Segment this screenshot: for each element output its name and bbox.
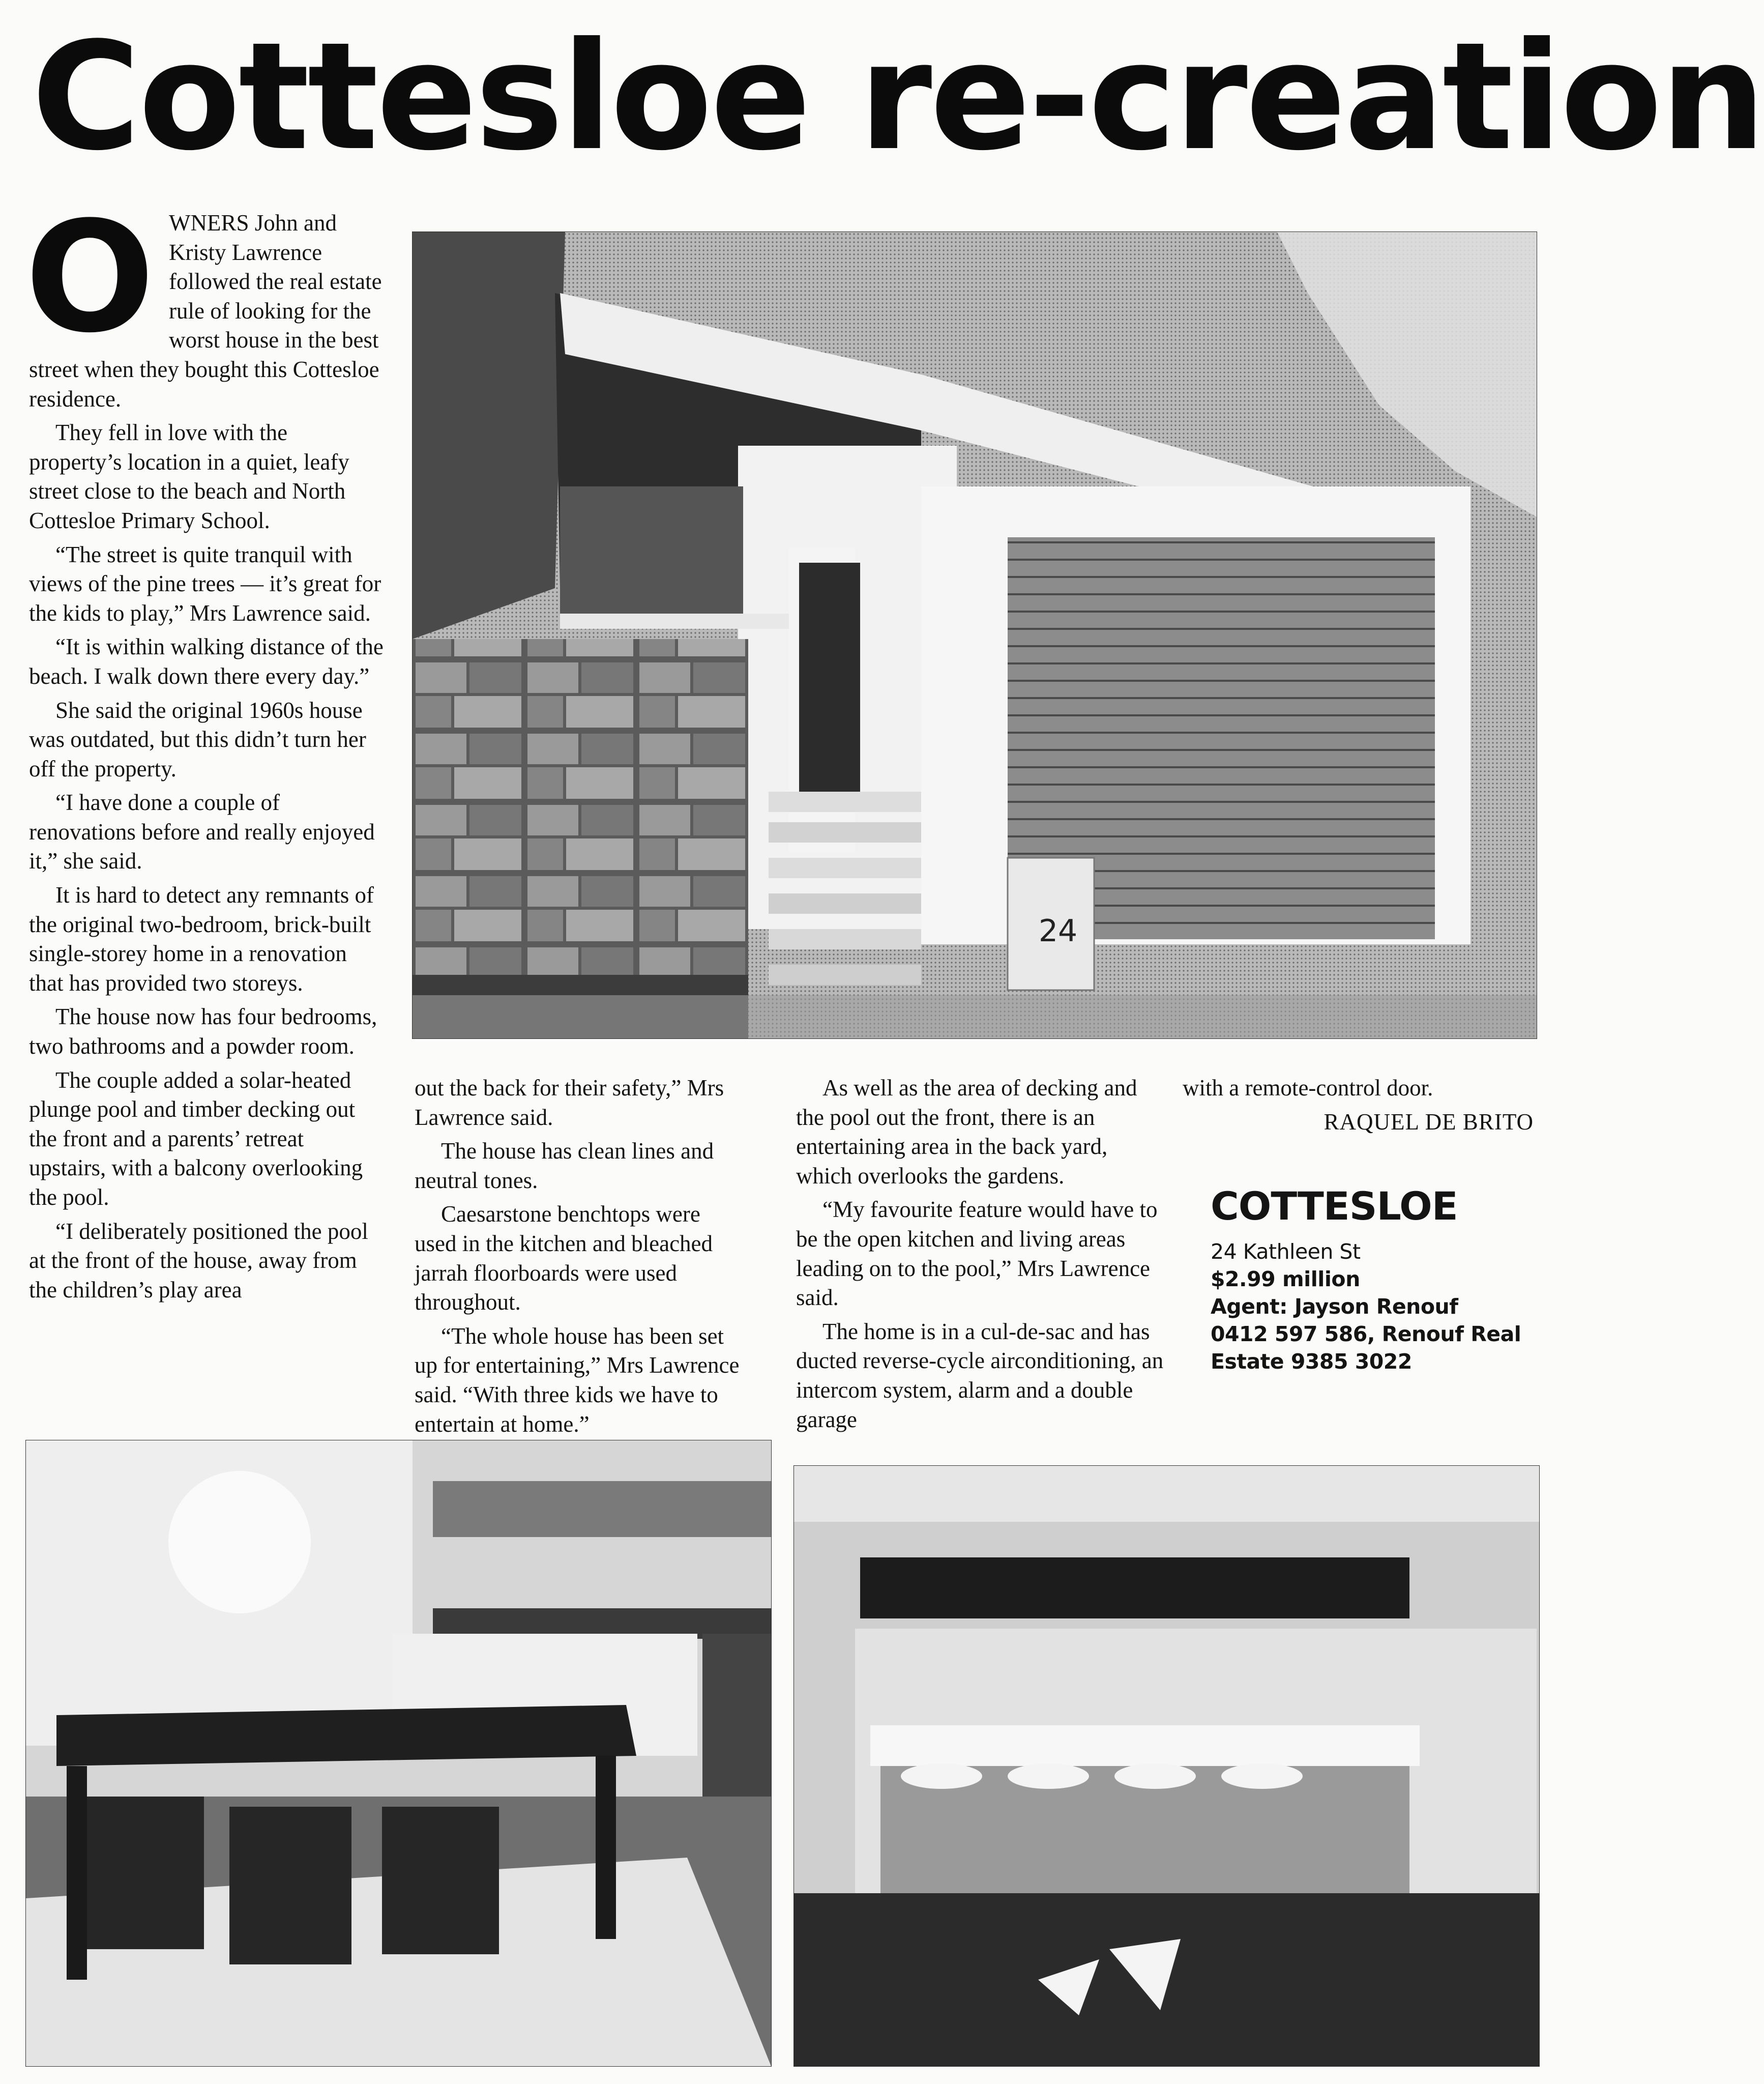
listing-suburb: COTTESLOE: [1211, 1183, 1458, 1229]
listing-agent: Agent: Jayson Renouf: [1211, 1294, 1458, 1319]
article-paragraph: “It is within walking distance of the beach. I walk down there every day.”: [29, 634, 384, 689]
kitchen-illustration: [794, 1466, 1539, 2066]
article-paragraph: They fell in love with the property’s location in a quiet, leafy street close to the beach and North Cottesloe Primary School.: [29, 420, 349, 533]
listing-office: Estate 9385 3022: [1211, 1349, 1412, 1374]
article-paragraph: The house now has four bedrooms, two bathrooms and a powder room.: [29, 1004, 377, 1059]
article-column-2: [415, 1074, 748, 1443]
house-number: 24: [1038, 913, 1078, 949]
listing-price: $2.99 million: [1211, 1267, 1360, 1291]
dining-room-photo: [25, 1440, 772, 2067]
article-paragraph: She said the original 1960s house was outdated, but this didn’t turn her off the property.: [29, 697, 366, 782]
article-paragraph: out the back for their safety,” Mrs Lawrence said.: [415, 1075, 724, 1130]
article-column-3: [796, 1074, 1165, 1439]
article-paragraph: with a remote-control door.: [1183, 1075, 1433, 1101]
lead-paragraph: [25, 189, 385, 414]
kitchen-photo: [793, 1465, 1540, 2067]
article-paragraph: It is hard to detect any remnants of the original two-bedroom, brick-built single-storey home in a renovation that has provided two storeys.: [29, 882, 374, 996]
article-paragraph: “I have done a couple of renovations before and really enjoyed it,” she said.: [29, 790, 375, 874]
drop-cap: O: [25, 189, 155, 366]
article-paragraph: The couple added a solar-heated plunge pool and timber decking out the front and a parents’ retreat upstairs, with a balcony overlooking the pool.: [29, 1067, 363, 1210]
lead-text: WNERS John and Kristy Lawrence followed the real estate rule of looking for the worst house in the best street when they bought this Cottesloe residence.: [29, 210, 382, 412]
article-paragraph: “The whole house has been set up for entertaining,” Mrs Lawrence said. “With three kids we have to entertain at home.”: [415, 1323, 740, 1437]
article-paragraph: “My favourite feature would have to be the open kitchen and living areas leading on to the pool,” Mrs Lawrence said.: [796, 1197, 1158, 1311]
dining-room-illustration: [26, 1440, 771, 2066]
article-column-4: [1183, 1074, 1534, 1141]
article-paragraph: As well as the area of decking and the pool out the front, there is an entertaining area in the back yard, which overlooks the gardens.: [796, 1075, 1137, 1189]
article-paragraph: The home is in a cul-de-sac and has ducted reverse-cycle airconditioning, an intercom system, alarm and a double garage: [796, 1318, 1164, 1432]
article-paragraph: “The street is quite tranquil with views of the pine trees — it’s great for the kids to play,” Mrs Lawrence said.: [29, 541, 381, 626]
byline: RAQUEL DE BRITO: [1324, 1109, 1534, 1135]
listing-phone: 0412 597 586, Renouf Real: [1211, 1322, 1521, 1346]
house-exterior-photo: [412, 231, 1537, 1039]
headline: Cottesloe re-creation: [32, 10, 1764, 183]
house-exterior-illustration: [413, 232, 1537, 1038]
article-paragraph: The house has clean lines and neutral tones.: [415, 1138, 714, 1193]
listing-address: 24 Kathleen St: [1211, 1239, 1361, 1264]
property-listing: [1211, 1183, 1536, 1375]
article-paragraph: “I deliberately positioned the pool at the front of the house, away from the children’s play area: [29, 1218, 368, 1302]
article-column-1: [25, 189, 385, 1309]
article-paragraph: Caesarstone benchtops were used in the kitchen and bleached jarrah floorboards were used throughout.: [415, 1201, 713, 1315]
